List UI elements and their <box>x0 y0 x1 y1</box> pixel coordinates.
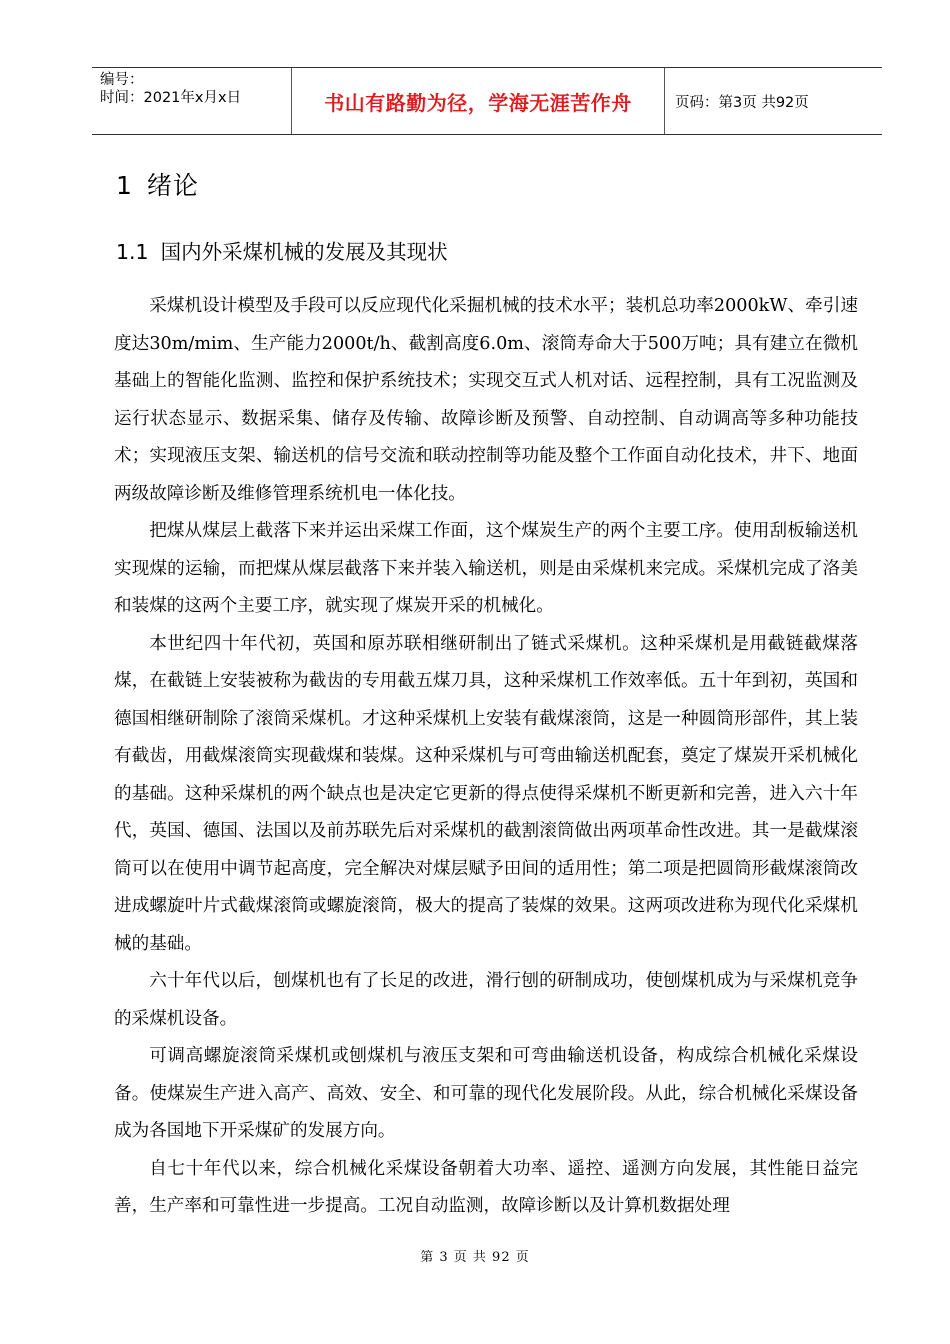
header-meta <box>92 68 292 134</box>
paragraph: 六十年代以后，刨煤机也有了长足的改进，滑行刨的研制成功，使刨煤机成为与采煤机竞争的采煤机设备。 <box>114 971 858 1029</box>
header-motto: 书山有路勤为径，学海无涯苦作舟 <box>292 68 665 134</box>
page-footer: 第 3 页 共 92 页 <box>420 1250 530 1265</box>
paragraph: 把煤从煤层上截落下来并运出采煤工作面，这个煤炭生产的两个主要工序。使用刮板输送机实现煤的运输，而把煤从煤层截落下来并装入输送机，则是由采煤机来完成。采煤机完成了洛美和装煤的这两个主要工序，就实现了煤炭开采的机械化。 <box>114 521 858 616</box>
body-text <box>114 288 858 1226</box>
paragraph: 本世纪四十年代初，英国和原苏联相继研制出了链式采煤机。这种采煤机是用截链截煤落煤，在截链上安装被称为截齿的专用截五煤刀具，这种采煤机工作效率低。五十年到初，英国和德国相继研制除了滚筒采煤机。才这种采煤机上安装有截煤滚筒，这是一种圆筒形部件，其上装有截齿，用截煤滚筒实现截煤和装煤。这种采煤机与可弯曲输送机配套，奠定了煤炭开采机械化的基础。这种采煤机的两个缺点也是决定它更新的得点使得采煤机不断更新和完善，进入六十年代，英国、德国、法国以及前苏联先后对采煤机的截割滚筒做出两项革命性改进。其一是截煤滚筒可以在使用中调节起高度，完全解决对煤层赋予田间的适用性；第二项是把圆筒形截煤滚筒改进成螺旋叶片式截煤滚筒或螺旋滚筒，极大的提高了装煤的效果。这两项改进称为现代化采煤机械的基础。 <box>114 633 858 954</box>
paragraph: 可调高螺旋滚筒采煤机或刨煤机与液压支架和可弯曲输送机设备，构成综合机械化采煤设备。使煤炭生产进入高产、高效、安全、和可靠的现代化发展阶段。从此，综合机械化采煤设备成为各国地下开采煤矿的发展方向。 <box>114 1046 858 1141</box>
serial-label: 编号： <box>100 72 144 88</box>
chapter-number: 1 <box>116 171 133 200</box>
time-label: 时间：2021年x月x日 <box>100 90 242 106</box>
section-title: 国内外采煤机械的发展及其现状 <box>160 240 448 264</box>
page-header <box>92 67 882 135</box>
paragraph: 自七十年代以来，综合机械化采煤设备朝着大功率、遥控、遥测方向发展，其性能日益完善，生产率和可靠性进一步提高。工况自动监测，故障诊断以及计算机数据处理 <box>114 1158 858 1216</box>
chapter-title: 绪论 <box>146 171 199 200</box>
section-number: 1.1 <box>116 240 149 264</box>
section-heading <box>116 235 448 265</box>
header-page-info: 页码：第3页 共92页 <box>675 94 809 111</box>
paragraph: 采煤机设计模型及手段可以反应现代化采掘机械的技术水平；装机总功率2000kW、牵引速度达30m/mim、生产能力2000t/h、截割高度6.0m、滚筒寿命大于500万吨；具有建立在微机基础上的智能化监测、监控和保护系统技术；实现交互式人机对话、远程控制，具有工况监测及运行状态显示、数据采集、储存及传输、故障诊断及预警、自动控制、自动调高等多种功能技术；实现液压支架、输送机的信号交流和联动控制等功能及整个工作面自动化技术，井下、地面两级故障诊断及维修管理系统机电一体化技。 <box>114 296 858 504</box>
chapter-heading <box>116 166 199 202</box>
